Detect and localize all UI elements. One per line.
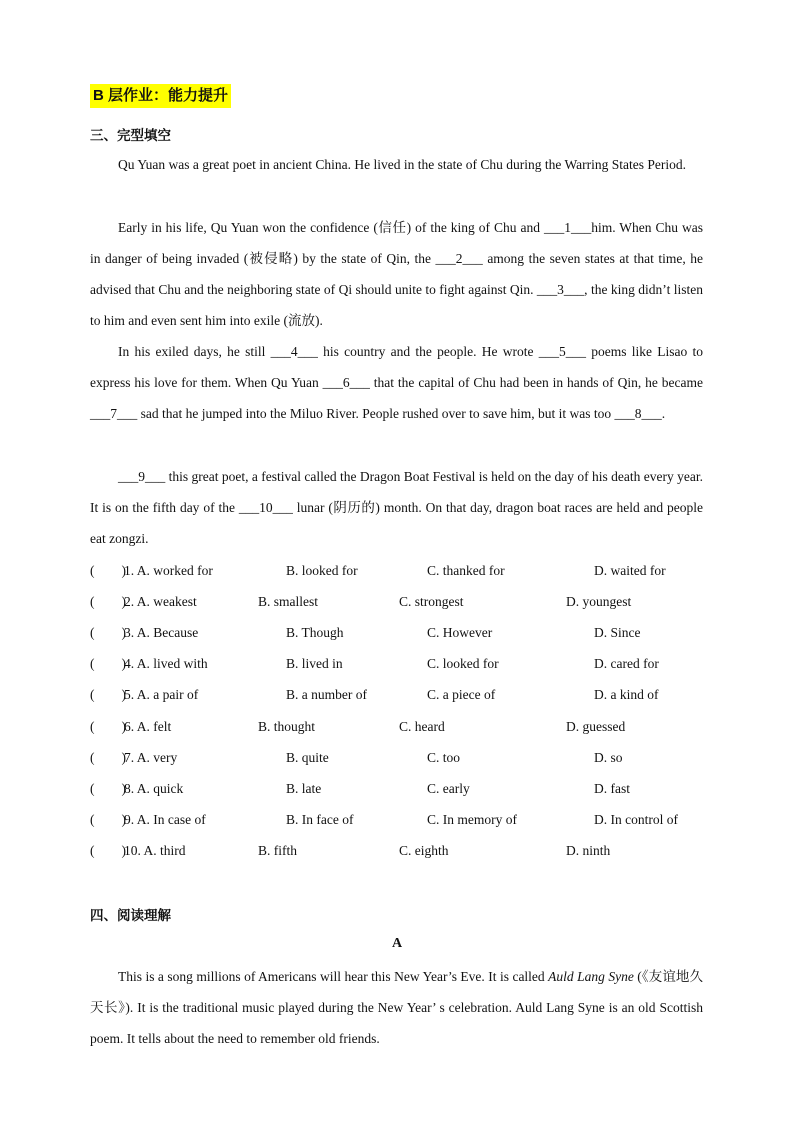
reading-heading: 四、阅读理解 [90,908,171,923]
option-b: B. In face of [286,812,354,827]
option-row-3 [90,625,710,645]
option-b: B. thought [258,719,316,734]
option-d: D. In control of [594,812,678,827]
option-a: 7. A. very [124,750,178,765]
reading-paragraph-1 [90,961,703,1054]
option-a: 1. A. worked for [124,563,213,578]
option-c: C. a piece of [427,687,496,702]
option-b: B. a number of [286,687,367,702]
answer-blank[interactable]: ( ) [90,812,126,827]
option-row-7 [90,750,710,770]
answer-blank[interactable]: ( ) [90,594,126,609]
option-d: D. a kind of [594,687,659,702]
option-a: 9. A. In case of [124,812,206,827]
answer-blank[interactable]: ( ) [90,719,126,734]
reading-text-start: This is a song millions of Americans will hear this New Year’s Eve. It is called [118,969,549,984]
option-b: B. Though [286,625,344,640]
option-a: 8. A. quick [124,781,184,796]
answer-blank[interactable]: ( ) [90,781,126,796]
option-row-6 [90,719,710,739]
option-c: C. early [427,781,470,796]
answer-blank[interactable]: ( ) [90,563,126,578]
reading-text-end: (《友谊地久天长》). It is the traditional music played during the New Year’ s celebration. Auld Lang Syne is an old Scottish poem. It tells about the need to remember old friends. [90,969,703,1046]
option-d: D. fast [594,781,630,796]
option-row-2 [90,594,710,614]
option-b: B. lived in [286,656,343,671]
option-a: 3. A. Because [124,625,199,640]
option-row-9 [90,812,710,832]
song-title: Auld Lang Syne [548,969,634,984]
option-b: B. fifth [258,843,297,858]
page-title: B 层作业：能力提升 [90,84,231,108]
cloze-paragraph-4: ___9___ this great poet, a festival called the Dragon Boat Festival is held on the day of his death every year. It is on the fifth day of the ___10___ lunar (阴历的) month. On that day, dragon boat races are held and people eat zongzi. [90,469,703,546]
cloze-paragraph-2: Early in his life, Qu Yuan won the confidence (信任) of the king of Chu and ___1___him. When Chu was in danger of being invaded (被侵略) by the state of Qin, the ___2___ among the seven states at that time, he advised that Chu and the neighboring state of Qi should unite to fight against Qin. ___3___, the king didn’t listen to him and even sent him into exile (流放). [90,220,703,328]
option-c: C. thanked for [427,563,505,578]
option-b: B. looked for [286,563,358,578]
option-c: C. looked for [427,656,499,671]
option-d: D. guessed [566,719,626,734]
option-a: 5. A. a pair of [124,687,199,702]
option-c: C. heard [399,719,445,734]
option-row-8 [90,781,710,801]
option-row-10 [90,843,710,863]
option-c: C. In memory of [427,812,517,827]
option-c: C. However [427,625,493,640]
option-row-5 [90,687,710,707]
option-d: D. ninth [566,843,611,858]
option-a: 6. A. felt [124,719,172,734]
cloze-paragraph-3: In his exiled days, he still ___4___ his country and the people. He wrote ___5___ poems like Lisao to express his love for them. When Qu Yuan ___6___ that the capital of Chu had been in hands of Qin, he became ___7___ sad that he jumped into the Miluo River. People rushed over to save him, but it was too ___8___. [90,344,703,421]
option-d: D. Since [594,625,641,640]
option-a: 10. A. third [124,843,186,858]
option-d: D. so [594,750,623,765]
passage-letter: A [391,936,403,951]
cloze-heading: 三、完型填空 [90,128,171,143]
answer-blank[interactable]: ( ) [90,656,126,671]
answer-blank[interactable]: ( ) [90,687,126,702]
option-c: C. too [427,750,461,765]
cloze-paragraph-1: Qu Yuan was a great poet in ancient China. He lived in the state of Chu during the Warring States Period. [118,157,687,172]
option-b: B. smallest [258,594,318,609]
option-a: 4. A. lived with [124,656,208,671]
answer-blank[interactable]: ( ) [90,843,126,858]
answer-blank[interactable]: ( ) [90,750,126,765]
option-c: C. eighth [399,843,449,858]
option-b: B. late [286,781,322,796]
answer-blank[interactable]: ( ) [90,625,126,640]
option-row-1 [90,563,710,583]
option-d: D. cared for [594,656,659,671]
option-c: C. strongest [399,594,464,609]
option-d: D. youngest [566,594,632,609]
option-a: 2. A. weakest [124,594,197,609]
option-b: B. quite [286,750,329,765]
option-row-4 [90,656,710,676]
option-d: D. waited for [594,563,666,578]
